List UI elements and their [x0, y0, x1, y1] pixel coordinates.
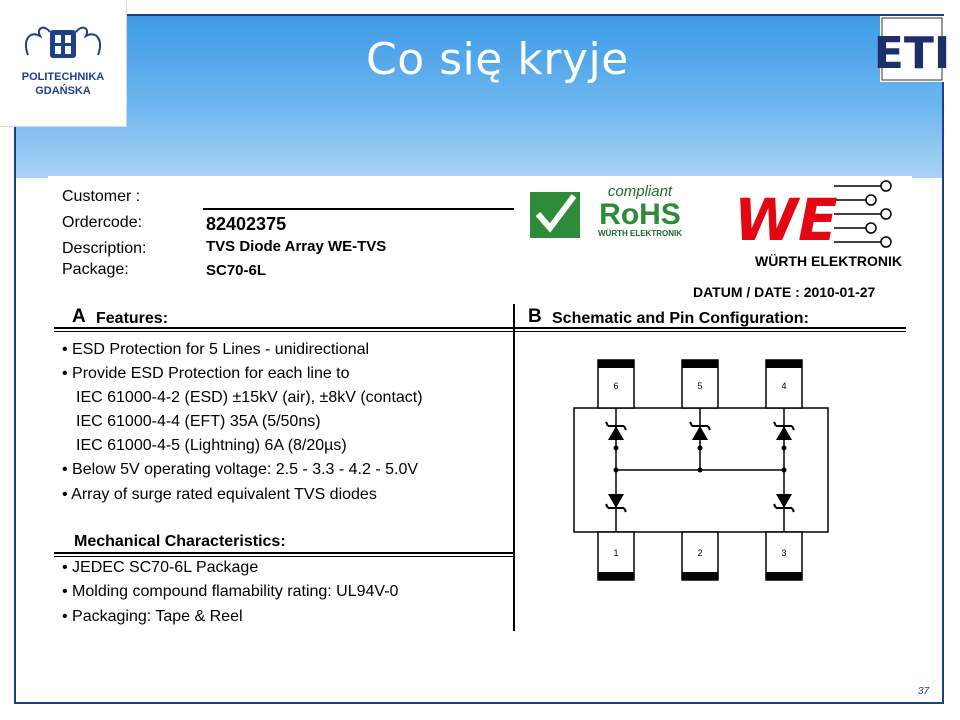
pin-label: 2	[697, 548, 703, 558]
customer-underline	[203, 208, 514, 210]
rohs-text: RoHS	[599, 198, 681, 231]
mechanical-title: Mechanical Characteristics:	[74, 533, 286, 550]
section-a-title: Features:	[96, 310, 169, 327]
feature-item: • Provide ESD Protection for each line to	[62, 365, 350, 382]
we-logo	[724, 176, 910, 272]
rohs-compliant: compliant	[607, 183, 673, 200]
section-divider	[513, 304, 515, 631]
datasheet	[48, 176, 912, 646]
feature-item: • ESD Protection for 5 Lines - unidirectional	[62, 341, 370, 358]
package-value: SC70-6L	[206, 262, 267, 279]
university-logo	[0, 0, 127, 127]
we-lines-icon	[834, 181, 891, 247]
package-label: Package:	[62, 261, 129, 278]
customer-label: Customer :	[62, 188, 141, 205]
rohs-sub: WÜRTH ELEKTRONIK	[598, 229, 682, 238]
section-a-letter: A	[72, 306, 86, 327]
mechanical-text: Molding compound flamability rating: UL94V-0	[72, 583, 399, 600]
slide-title: Co się kryje	[366, 34, 629, 85]
description-label: Description:	[62, 240, 147, 257]
ordercode-label: Ordercode:	[62, 214, 143, 231]
rohs-logo	[528, 182, 706, 240]
pin-label: 3	[781, 548, 787, 558]
logo-line1: POLITECHNIKA	[21, 71, 105, 83]
mechanical-item: • Packaging: Tape & Reel	[62, 608, 243, 625]
logo-line2: GDAŃSKA	[35, 85, 91, 97]
we-mark: WE	[734, 186, 838, 254]
feature-subitem: IEC 61000-4-2 (ESD) ±15kV (air), ±8kV (contact)	[76, 389, 423, 406]
mechanical-rule-thin	[54, 556, 515, 557]
section-b-title: Schematic and Pin Configuration:	[552, 310, 809, 327]
doc-date: DATUM / DATE : 2010-01-27	[693, 284, 876, 300]
feature-text: ESD Protection for 5 Lines - unidirectional	[72, 341, 370, 358]
feature-item: • Array of surge rated equivalent TVS diodes	[62, 486, 377, 503]
feature-subitem: IEC 61000-4-4 (EFT) 35A (5/50ns)	[76, 413, 321, 430]
mechanical-text: JEDEC SC70-6L Package	[72, 559, 259, 576]
mechanical-rule	[54, 552, 515, 554]
pin-schematic	[568, 356, 838, 588]
mechanical-item: • Molding compound flamability rating: UL94V-0	[62, 583, 399, 600]
eti-logo-icon	[873, 16, 951, 82]
feature-item: • Below 5V operating voltage: 2.5 - 3.3 - 4.2 - 5.0V	[62, 461, 419, 478]
slide-number: 37	[918, 686, 930, 697]
feature-subitem: IEC 61000-4-5 (Lightning) 6A (8/20µs)	[76, 437, 347, 454]
eti-logo-text: ETI	[873, 28, 951, 79]
section-b-letter: B	[528, 306, 542, 327]
description-value: TVS Diode Array WE-TVS	[206, 238, 387, 255]
pin-label: 6	[613, 381, 619, 391]
feature-text: Below 5V operating voltage: 2.5 - 3.3 - 4.2 - 5.0V	[72, 461, 419, 478]
we-name: WÜRTH ELEKTRONIK	[755, 253, 902, 269]
pin-label: 1	[613, 548, 619, 558]
mechanical-item: • JEDEC SC70-6L Package	[62, 559, 259, 576]
pin-label: 5	[697, 381, 703, 391]
ordercode-value: 82402375	[206, 214, 287, 234]
feature-text: Provide ESD Protection for each line to	[72, 365, 350, 382]
mechanical-text: Packaging: Tape & Reel	[72, 608, 243, 625]
pin-label: 4	[781, 381, 787, 391]
eti-logo	[873, 16, 951, 82]
section-rule-top-thin	[54, 331, 906, 332]
feature-text: Array of surge rated equivalent TVS diodes	[71, 486, 377, 503]
crest-icon	[0, 0, 126, 70]
